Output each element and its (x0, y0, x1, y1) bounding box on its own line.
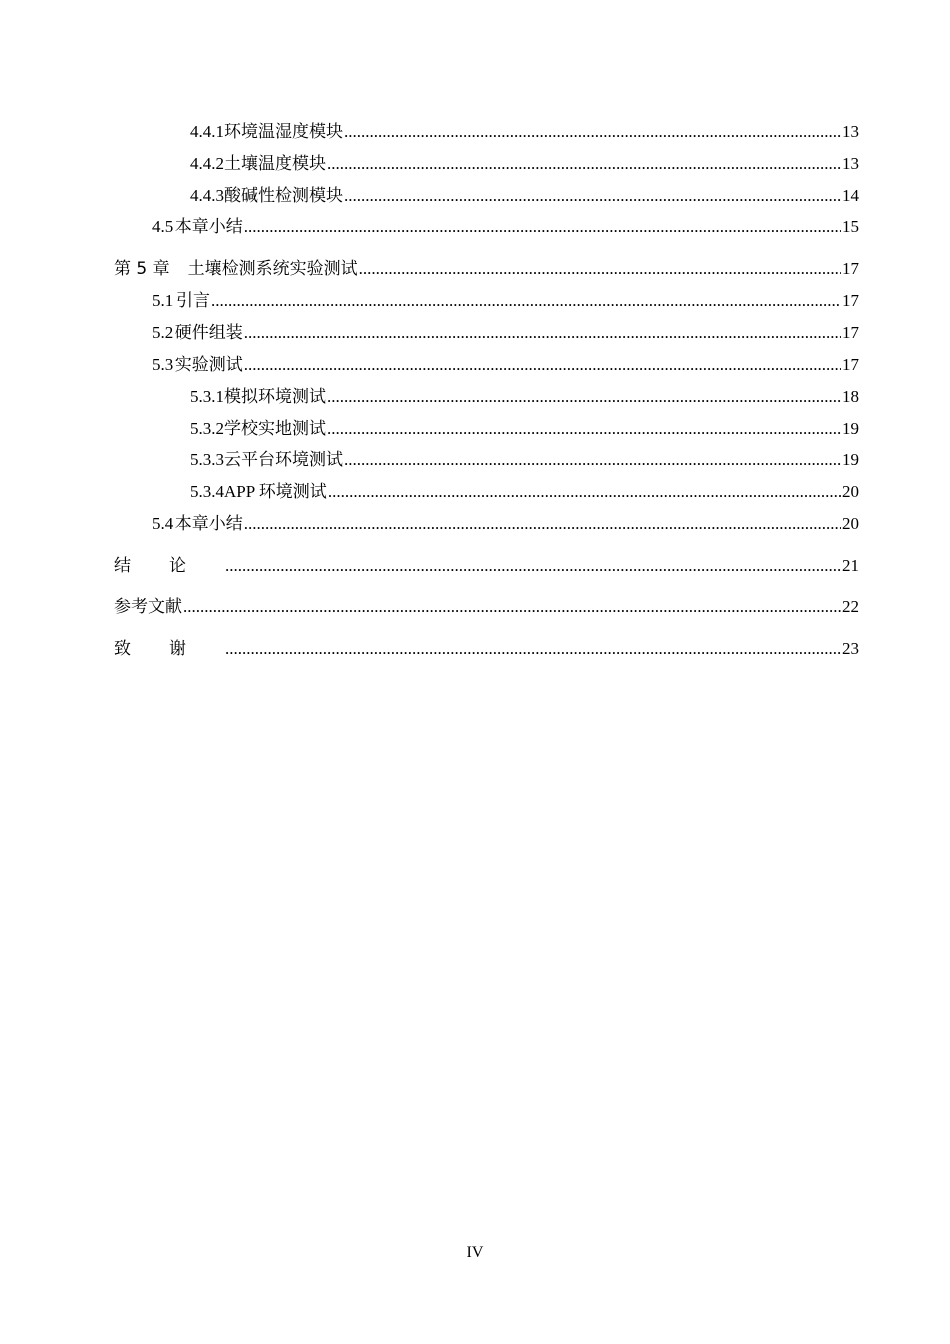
toc-entry-5-3-2[interactable] (190, 418, 859, 440)
toc-entry-title: 实验测试 (174, 355, 243, 374)
toc-entry-page: 17 (842, 355, 859, 374)
toc-entry-title: 本章小结 (174, 217, 243, 236)
toc-entry-page: 17 (842, 291, 859, 310)
toc-entry-page: 20 (842, 482, 859, 501)
toc-entry-number: 5.2 (152, 323, 174, 342)
toc-entry-page: 20 (842, 514, 859, 533)
toc-entry-acknowledgements[interactable] (114, 638, 859, 660)
toc-dot-leader (328, 481, 841, 503)
toc-entry-conclusion[interactable] (114, 555, 859, 577)
toc-entry-number: 5.3.3 (190, 450, 224, 469)
toc-dot-leader (244, 216, 841, 238)
toc-dot-leader (211, 290, 841, 312)
toc-dot-leader (344, 121, 841, 143)
toc-entry-chapter-5[interactable] (114, 258, 859, 280)
toc-dot-leader (225, 555, 841, 577)
toc-dot-leader (344, 185, 841, 207)
toc-dot-leader (327, 418, 841, 440)
toc-entry-page: 18 (842, 387, 859, 406)
toc-entry-title: 本章小结 (174, 514, 243, 533)
toc-entry-title: 学校实地测试 (224, 419, 326, 438)
toc-entry-page: 17 (842, 323, 859, 342)
toc-entry-number: 4.5 (152, 217, 174, 236)
toc-entry-4-4-2[interactable] (190, 153, 859, 175)
toc-entry-4-5[interactable] (152, 216, 859, 238)
toc-entry-number: 5.3.4 (190, 482, 224, 501)
toc-entry-title: 结论 (114, 556, 224, 576)
toc-entry-4-4-3[interactable] (190, 185, 859, 207)
toc-dot-leader (327, 386, 841, 408)
toc-entry-number: 4.4.2 (190, 154, 224, 173)
toc-entry-page: 15 (842, 217, 859, 236)
toc-entry-title: 引言 (175, 291, 210, 310)
toc-entry-5-4[interactable] (152, 513, 859, 535)
toc-entry-4-4-1[interactable] (190, 121, 859, 143)
toc-entry-5-3-4[interactable] (190, 481, 859, 503)
toc-dot-leader (244, 322, 841, 344)
toc-entry-5-2[interactable] (152, 322, 859, 344)
toc-entry-5-1[interactable] (152, 290, 859, 312)
toc-entry-title: 模拟环境测试 (224, 387, 326, 406)
toc-entry-page: 13 (842, 122, 859, 141)
toc-entry-number: 5.1 (152, 291, 174, 310)
toc-entry-title: 土壤检测系统实验测试 (187, 259, 358, 279)
toc-dot-leader (225, 638, 841, 660)
toc-entry-page: 23 (842, 639, 859, 658)
toc-dot-leader (183, 596, 841, 618)
toc-entry-title: APP 环境测试 (224, 482, 327, 501)
toc-dot-leader (344, 449, 841, 471)
toc-dot-leader (244, 513, 841, 535)
toc-entry-references[interactable] (114, 596, 859, 618)
toc-entry-page: 19 (842, 419, 859, 438)
toc-entry-page: 22 (842, 597, 859, 616)
toc-entry-5-3-1[interactable] (190, 386, 859, 408)
toc-entry-title: 云平台环境测试 (224, 450, 343, 469)
toc-entry-number: 4.4.1 (190, 122, 224, 141)
toc-entry-title: 硬件组装 (174, 323, 243, 342)
toc-dot-leader (327, 153, 841, 175)
toc-entry-number: 第 5 章 (114, 259, 170, 279)
toc-entry-5-3[interactable] (152, 354, 859, 376)
toc-entry-page: 14 (842, 186, 859, 205)
toc-entry-page: 21 (842, 556, 859, 575)
toc-entry-number: 5.3.1 (190, 387, 224, 406)
toc-entry-number: 4.4.3 (190, 186, 224, 205)
toc-entry-page: 17 (842, 259, 859, 278)
toc-entry-title: 环境温湿度模块 (224, 122, 343, 141)
toc-entry-number: 5.4 (152, 514, 174, 533)
page-number-footer: IV (466, 1244, 484, 1261)
toc-entry-page: 13 (842, 154, 859, 173)
toc-dot-leader (244, 354, 841, 376)
toc-entry-number: 5.3 (152, 355, 174, 374)
toc-entry-5-3-3[interactable] (190, 449, 859, 471)
toc-entry-title: 致谢 (114, 639, 224, 659)
toc-entry-title: 土壤温度模块 (224, 154, 326, 173)
toc-entry-title: 酸碱性检测模块 (224, 186, 343, 205)
toc-dot-leader (359, 258, 841, 280)
toc-entry-title: 参考文献 (114, 597, 182, 617)
toc-entry-number: 5.3.2 (190, 419, 224, 438)
toc-entry-page: 19 (842, 450, 859, 469)
